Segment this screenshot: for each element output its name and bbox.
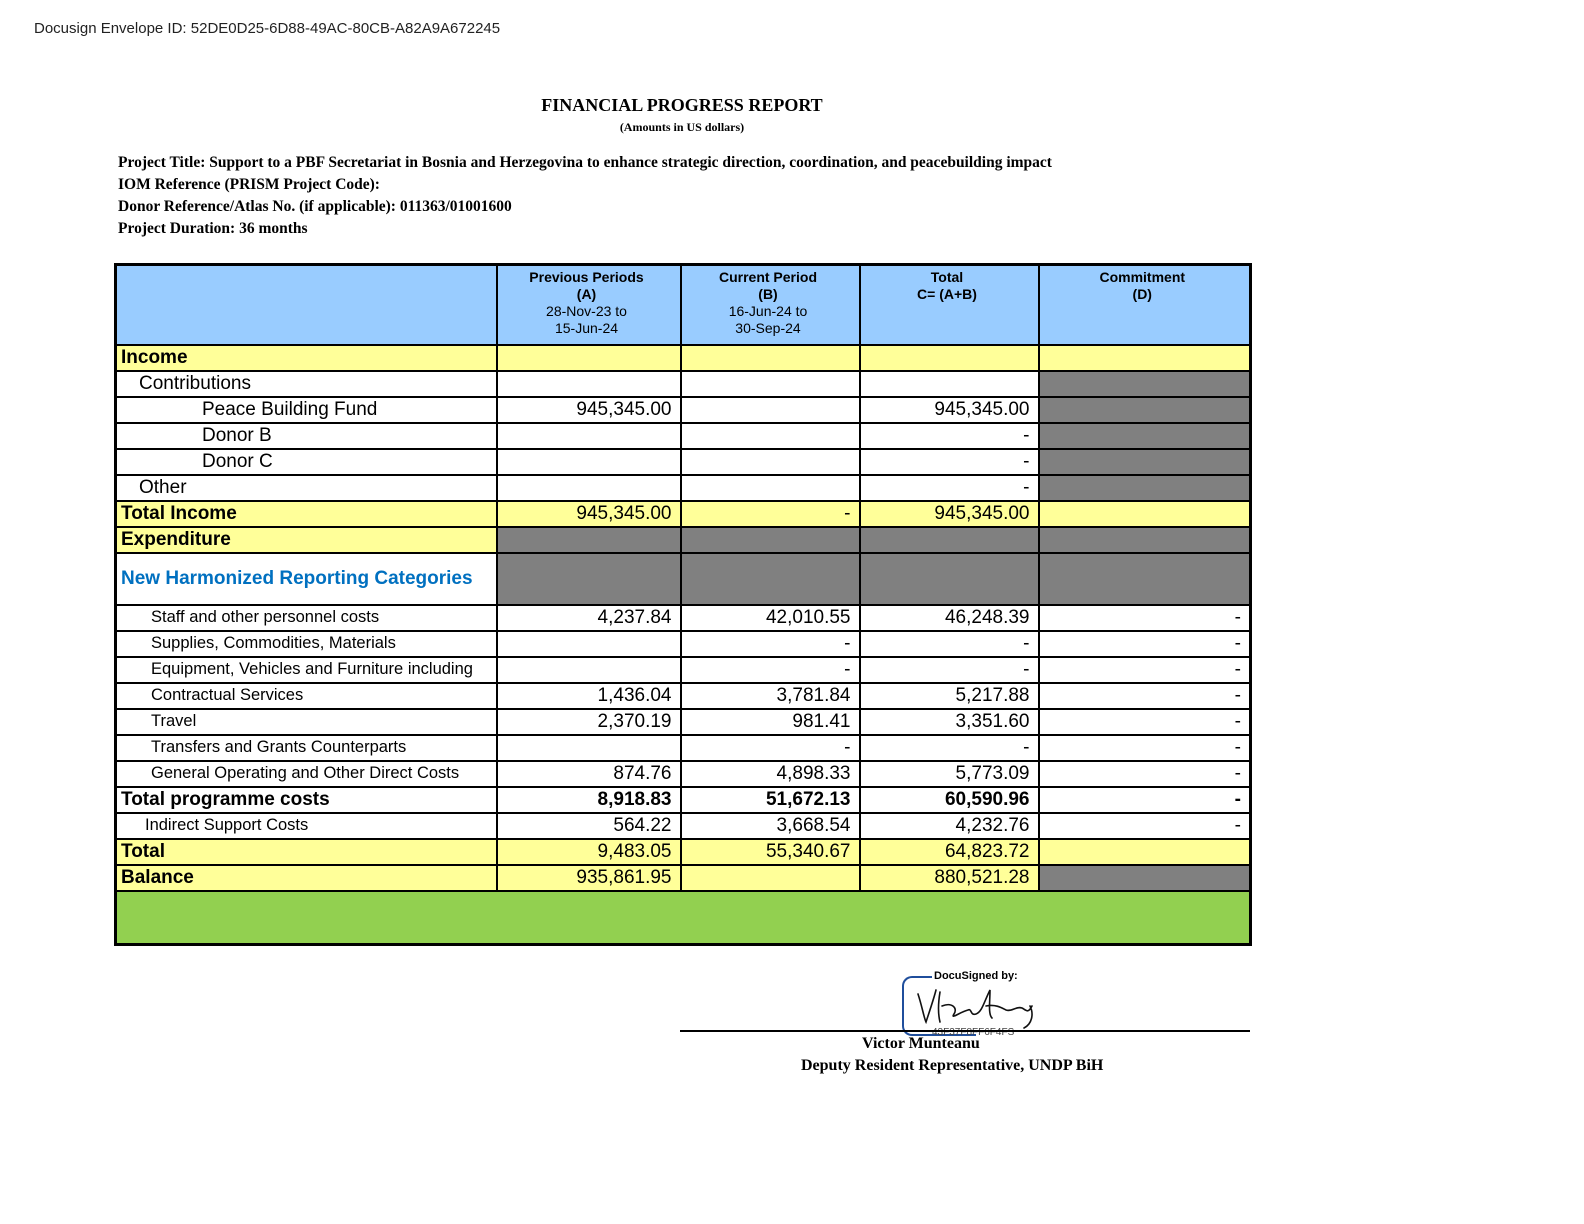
cell bbox=[1039, 423, 1251, 449]
total-income-total: 945,345.00 bbox=[860, 501, 1039, 527]
donor-b-total: - bbox=[860, 423, 1039, 449]
total-programme-total: 60,590.96 bbox=[860, 787, 1039, 813]
total-prev: 9,483.05 bbox=[497, 839, 681, 865]
table-row bbox=[116, 371, 1251, 397]
transfers-current: - bbox=[681, 735, 860, 761]
signatory-role: Deputy Resident Representative, UNDP BiH bbox=[801, 1057, 1104, 1074]
total-income-prev: 945,345.00 bbox=[497, 501, 681, 527]
total-total: 64,823.72 bbox=[860, 839, 1039, 865]
donor-reference: Donor Reference/Atlas No. (if applicable): 011363/01001600 bbox=[118, 198, 512, 215]
table-row bbox=[116, 553, 1251, 605]
indirect-current: 3,668.54 bbox=[681, 813, 860, 839]
cell bbox=[860, 527, 1039, 553]
table-row bbox=[116, 683, 1251, 709]
cell bbox=[681, 449, 860, 475]
cell bbox=[1039, 501, 1251, 527]
total-label: Total bbox=[116, 839, 497, 865]
equipment-current: - bbox=[681, 657, 860, 683]
table-row bbox=[116, 709, 1251, 735]
report-title: FINANCIAL PROGRESS REPORT bbox=[541, 95, 823, 115]
cell bbox=[497, 423, 681, 449]
cell bbox=[497, 527, 681, 553]
contributions-label: Contributions bbox=[116, 371, 497, 397]
indirect-total: 4,232.76 bbox=[860, 813, 1039, 839]
cell bbox=[497, 475, 681, 501]
other-total: - bbox=[860, 475, 1039, 501]
pbf-total: 945,345.00 bbox=[860, 397, 1039, 423]
cell bbox=[497, 371, 681, 397]
transfers-commitment: - bbox=[1039, 735, 1251, 761]
cell bbox=[1039, 553, 1251, 605]
indirect-prev: 564.22 bbox=[497, 813, 681, 839]
transfers-total: - bbox=[860, 735, 1039, 761]
total-programme-commitment: - bbox=[1039, 787, 1251, 813]
cell bbox=[860, 553, 1039, 605]
balance-total: 880,521.28 bbox=[860, 865, 1039, 891]
table-row bbox=[116, 813, 1251, 839]
table-row bbox=[116, 631, 1251, 657]
header-blank bbox=[116, 265, 497, 345]
table-row bbox=[116, 787, 1251, 813]
contractual-commitment: - bbox=[1039, 683, 1251, 709]
contractual-label: Contractual Services bbox=[116, 683, 497, 709]
total-income-current: - bbox=[681, 501, 860, 527]
pbf-prev: 945,345.00 bbox=[497, 397, 681, 423]
supplies-total: - bbox=[860, 631, 1039, 657]
staff-total: 46,248.39 bbox=[860, 605, 1039, 631]
travel-label: Travel bbox=[116, 709, 497, 735]
cell bbox=[681, 475, 860, 501]
total-programme-current: 51,672.13 bbox=[681, 787, 860, 813]
green-footer-cell bbox=[116, 891, 1251, 945]
supplies-current: - bbox=[681, 631, 860, 657]
contractual-prev: 1,436.04 bbox=[497, 683, 681, 709]
income-label: Income bbox=[116, 345, 497, 371]
docusign-code: 43F37F8FF6F4FS bbox=[932, 1027, 1015, 1038]
donor-c-total: - bbox=[860, 449, 1039, 475]
supplies-label: Supplies, Commodities, Materials bbox=[116, 631, 497, 657]
cell bbox=[681, 371, 860, 397]
cell bbox=[497, 735, 681, 761]
cell bbox=[1039, 865, 1251, 891]
general-label: General Operating and Other Direct Costs bbox=[116, 761, 497, 787]
docusigned-by-label: DocuSigned by: bbox=[934, 970, 1018, 982]
table-row bbox=[116, 345, 1251, 371]
cell bbox=[1039, 449, 1251, 475]
cell bbox=[681, 397, 860, 423]
cell bbox=[681, 553, 860, 605]
header-row bbox=[116, 265, 1251, 345]
table-row bbox=[116, 527, 1251, 553]
financial-table bbox=[114, 263, 1252, 946]
pbf-label: Peace Building Fund bbox=[116, 397, 497, 423]
expenditure-label: Expenditure bbox=[116, 527, 497, 553]
cell bbox=[497, 449, 681, 475]
equipment-total: - bbox=[860, 657, 1039, 683]
total-programme-prev: 8,918.83 bbox=[497, 787, 681, 813]
iom-reference: IOM Reference (PRISM Project Code): bbox=[118, 176, 380, 193]
signature-line bbox=[680, 1030, 1250, 1032]
indirect-label: Indirect Support Costs bbox=[116, 813, 497, 839]
cell bbox=[860, 345, 1039, 371]
balance-prev: 935,861.95 bbox=[497, 865, 681, 891]
cell bbox=[681, 527, 860, 553]
total-current: 55,340.67 bbox=[681, 839, 860, 865]
green-footer-row bbox=[116, 891, 1251, 945]
cell bbox=[497, 657, 681, 683]
cell bbox=[1039, 527, 1251, 553]
contractual-total: 5,217.88 bbox=[860, 683, 1039, 709]
table-row bbox=[116, 761, 1251, 787]
cell bbox=[1039, 475, 1251, 501]
header-current-period: Current Period (B) 16-Jun-24 to 30-Sep-24 bbox=[681, 265, 860, 345]
project-duration: Project Duration: 36 months bbox=[118, 220, 308, 237]
cell bbox=[497, 631, 681, 657]
travel-commitment: - bbox=[1039, 709, 1251, 735]
table-row bbox=[116, 657, 1251, 683]
cell bbox=[681, 423, 860, 449]
indirect-commitment: - bbox=[1039, 813, 1251, 839]
cell bbox=[681, 345, 860, 371]
transfers-label: Transfers and Grants Counterparts bbox=[116, 735, 497, 761]
staff-current: 42,010.55 bbox=[681, 605, 860, 631]
general-current: 4,898.33 bbox=[681, 761, 860, 787]
contractual-current: 3,781.84 bbox=[681, 683, 860, 709]
staff-commitment: - bbox=[1039, 605, 1251, 631]
general-total: 5,773.09 bbox=[860, 761, 1039, 787]
supplies-commitment: - bbox=[1039, 631, 1251, 657]
travel-total: 3,351.60 bbox=[860, 709, 1039, 735]
cell bbox=[1039, 839, 1251, 865]
new-categories-label: New Harmonized Reporting Categories bbox=[116, 553, 497, 605]
general-prev: 874.76 bbox=[497, 761, 681, 787]
project-title: Project Title: Support to a PBF Secretariat in Bosnia and Herzegovina to enhance strategic direction, coordination, and peacebuilding impact bbox=[118, 154, 1052, 171]
equipment-label: Equipment, Vehicles and Furniture including bbox=[116, 657, 497, 683]
cell bbox=[1039, 345, 1251, 371]
equipment-commitment: - bbox=[1039, 657, 1251, 683]
header-total: Total C= (A+B) bbox=[860, 265, 1039, 345]
table-row bbox=[116, 605, 1251, 631]
cell bbox=[1039, 371, 1251, 397]
table-row bbox=[116, 397, 1251, 423]
travel-current: 981.41 bbox=[681, 709, 860, 735]
cell bbox=[1039, 397, 1251, 423]
header-previous-periods: Previous Periods (A) 28-Nov-23 to 15-Jun-24 bbox=[497, 265, 681, 345]
cell bbox=[681, 865, 860, 891]
table-row bbox=[116, 475, 1251, 501]
travel-prev: 2,370.19 bbox=[497, 709, 681, 735]
staff-label: Staff and other personnel costs bbox=[116, 605, 497, 631]
signature-scribble-icon bbox=[912, 984, 1042, 1030]
staff-prev: 4,237.84 bbox=[497, 605, 681, 631]
signatory-name: Victor Munteanu bbox=[862, 1035, 980, 1052]
envelope-id: Docusign Envelope ID: 52DE0D25-6D88-49AC-80CB-A82A9A672245 bbox=[34, 20, 501, 37]
report-subtitle: (Amounts in US dollars) bbox=[619, 120, 745, 134]
cell bbox=[860, 371, 1039, 397]
header-commitment: Commitment (D) bbox=[1039, 265, 1251, 345]
table-row bbox=[116, 423, 1251, 449]
general-commitment: - bbox=[1039, 761, 1251, 787]
table-row bbox=[116, 839, 1251, 865]
balance-label: Balance bbox=[116, 865, 497, 891]
total-income-label: Total Income bbox=[116, 501, 497, 527]
table-row bbox=[116, 501, 1251, 527]
donor-b-label: Donor B bbox=[116, 423, 497, 449]
other-label: Other bbox=[116, 475, 497, 501]
cell bbox=[497, 345, 681, 371]
table-row bbox=[116, 449, 1251, 475]
total-programme-label: Total programme costs bbox=[116, 787, 497, 813]
cell bbox=[497, 553, 681, 605]
table-row bbox=[116, 865, 1251, 891]
donor-c-label: Donor C bbox=[116, 449, 497, 475]
table-row bbox=[116, 735, 1251, 761]
